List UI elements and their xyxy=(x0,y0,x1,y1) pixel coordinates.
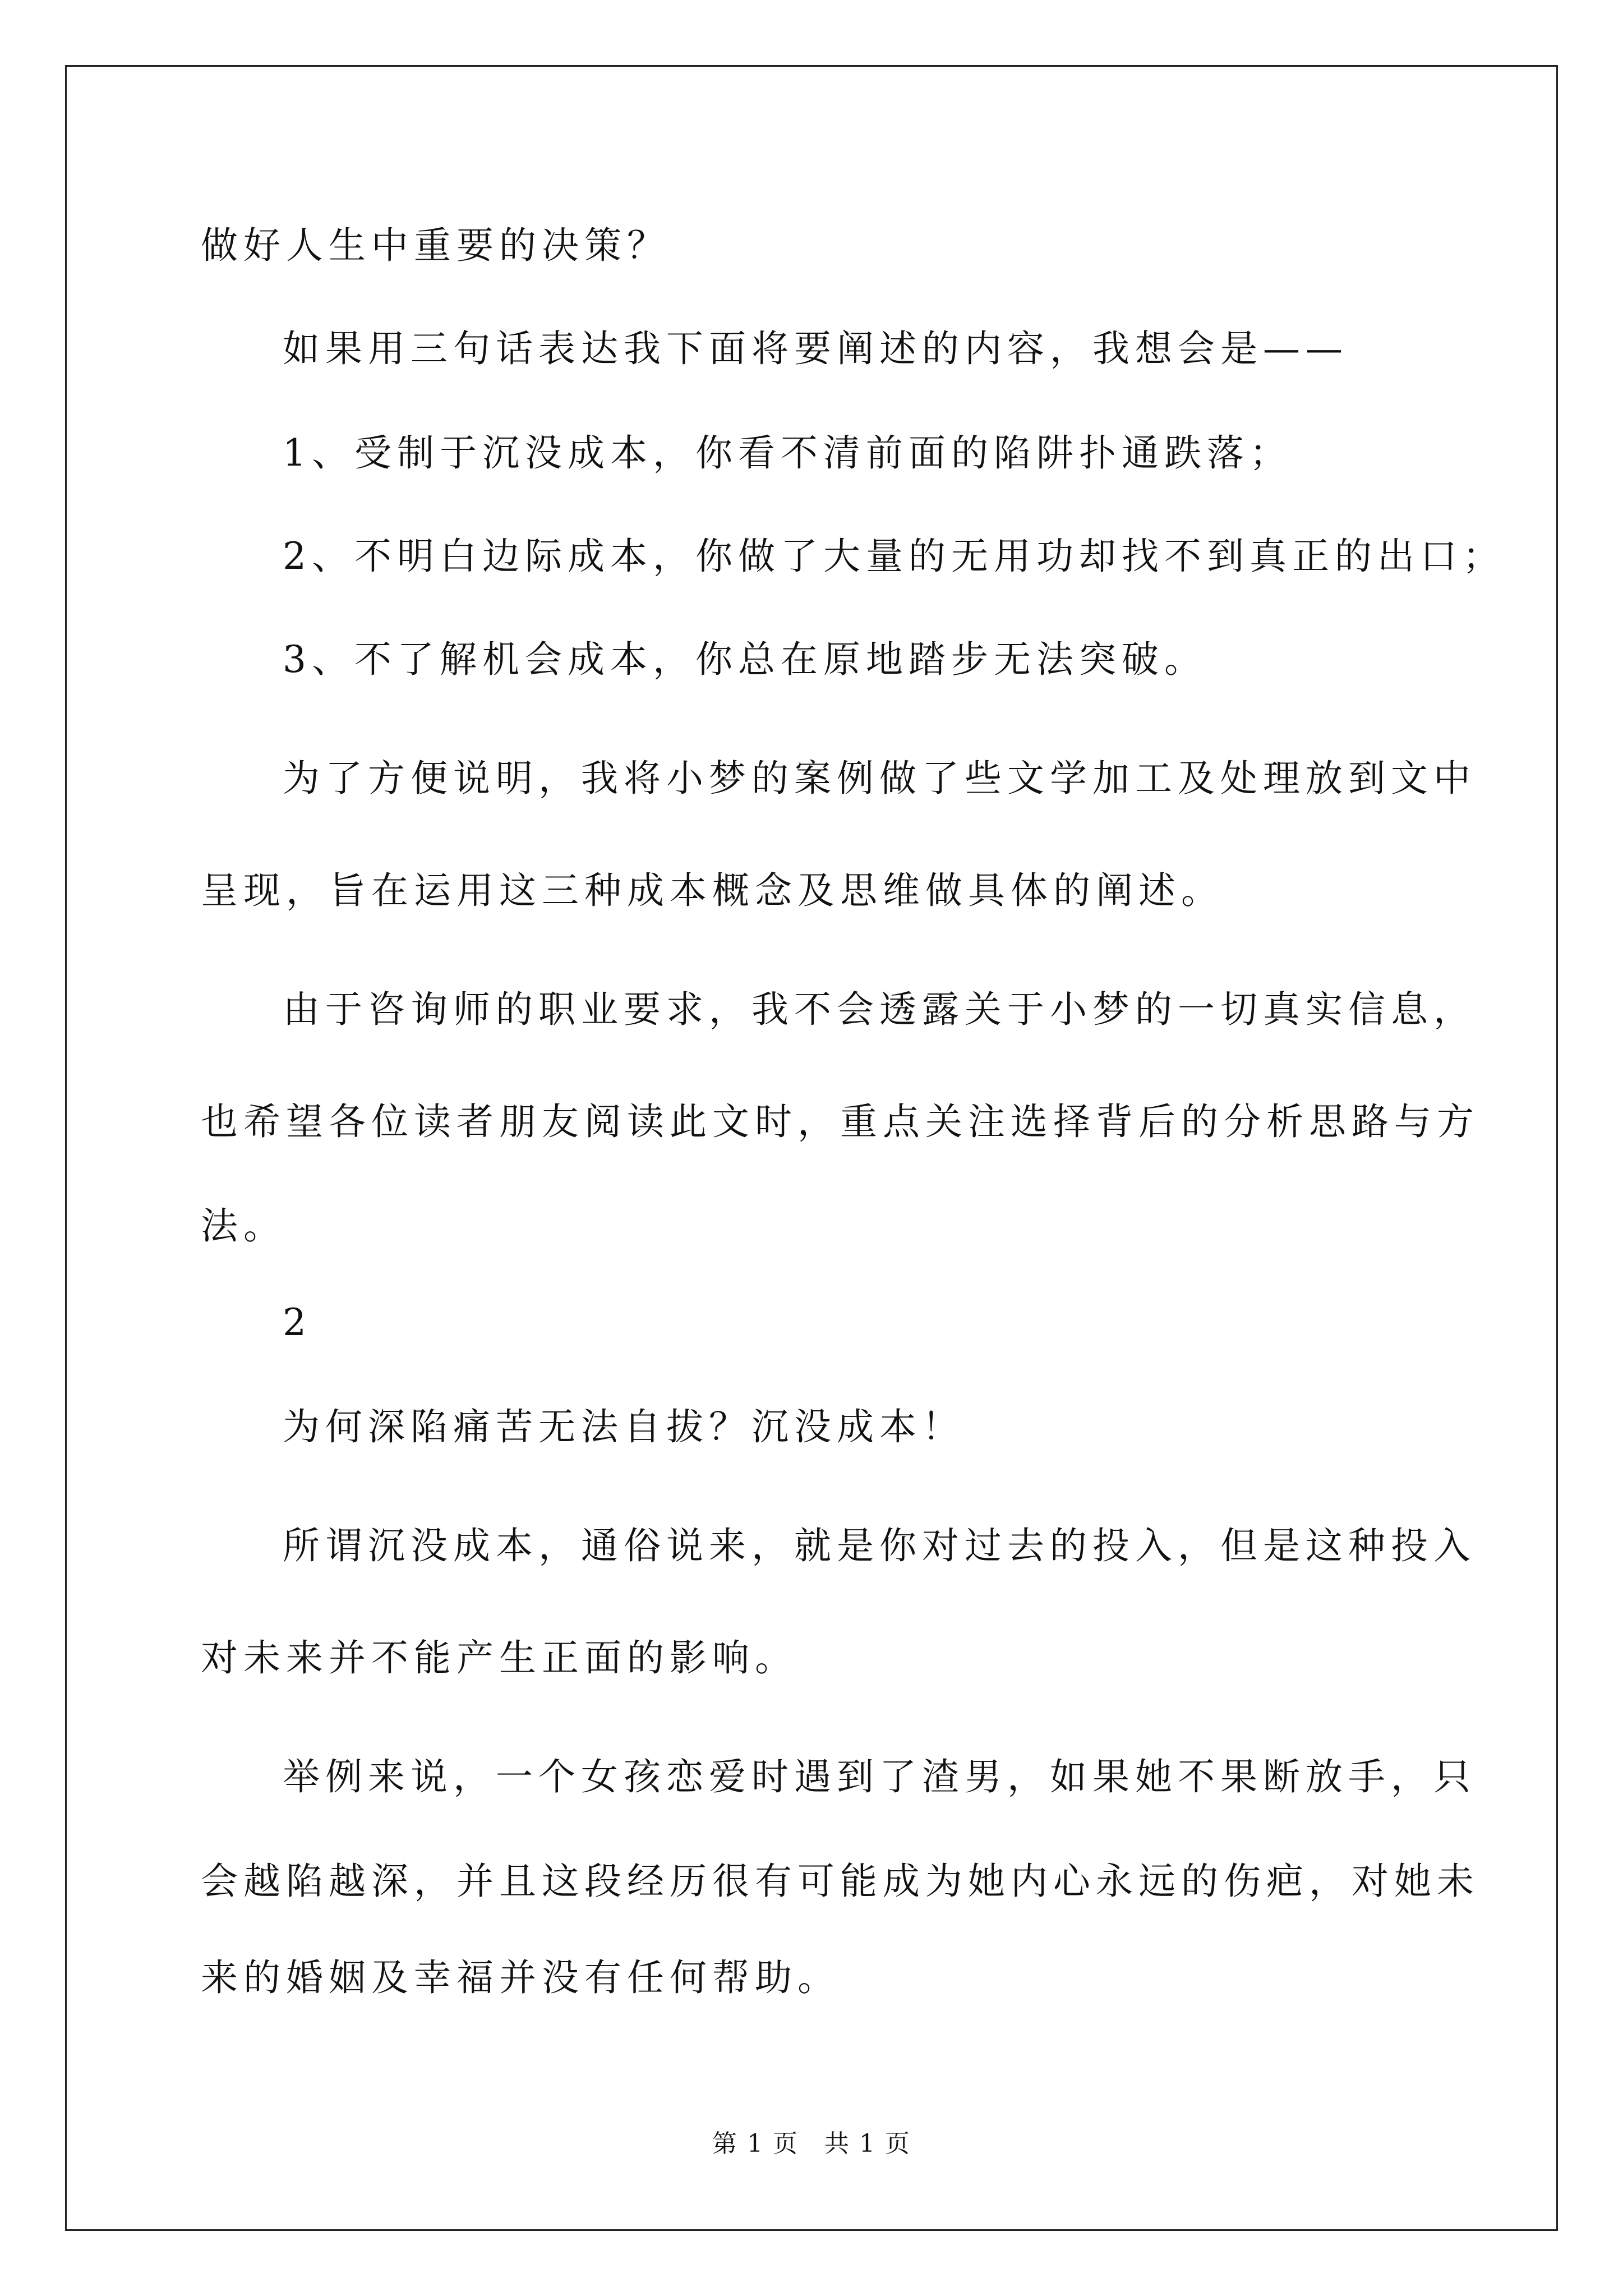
text-line: 呈现，旨在运用这三种成本概念及思维做具体的阐述。 xyxy=(201,869,1224,912)
page-border xyxy=(65,65,1558,2231)
text-line: 为了方便说明，我将小梦的案例做了些文学加工及处理放到文中 xyxy=(283,757,1476,800)
text-line: 举例来说，一个女孩恋爱时遇到了渣男，如果她不果断放手，只 xyxy=(283,1755,1476,1798)
text-line: 3、不了解机会成本，你总在原地踏步无法突破。 xyxy=(283,638,1207,681)
text-line: 1、受制于沉没成本，你看不清前面的陷阱扑通跌落； xyxy=(283,431,1292,475)
text-line: 如果用三句话表达我下面将要阐述的内容，我想会是—— xyxy=(283,327,1348,370)
text-line: 法。 xyxy=(201,1204,286,1248)
text-line: 2、不明白边际成本，你做了大量的无用功却找不到真正的出口； xyxy=(283,535,1505,578)
text-line: 为何深陷痛苦无法自拔？沉没成本！ xyxy=(283,1405,965,1448)
text-line: 也希望各位读者朋友阅读此文时，重点关注选择背后的分析思路与方 xyxy=(201,1100,1479,1143)
text-line: 所谓沉没成本，通俗说来，就是你对过去的投入，但是这种投入 xyxy=(283,1524,1476,1567)
text-line: 对未来并不能产生正面的影响。 xyxy=(201,1636,797,1680)
page-footer: 第 1 页 共 1 页 xyxy=(712,2129,911,2158)
text-line: 2 xyxy=(283,1301,312,1344)
text-line: 会越陷越深，并且这段经历很有可能成为她内心永远的伤疤，对她未 xyxy=(201,1860,1479,1903)
text-line: 来的婚姻及幸福并没有任何帮助。 xyxy=(201,1956,840,1999)
text-line: 由于咨询师的职业要求，我不会透露关于小梦的一切真实信息， xyxy=(283,988,1476,1031)
text-line: 做好人生中重要的决策？ xyxy=(201,224,670,267)
